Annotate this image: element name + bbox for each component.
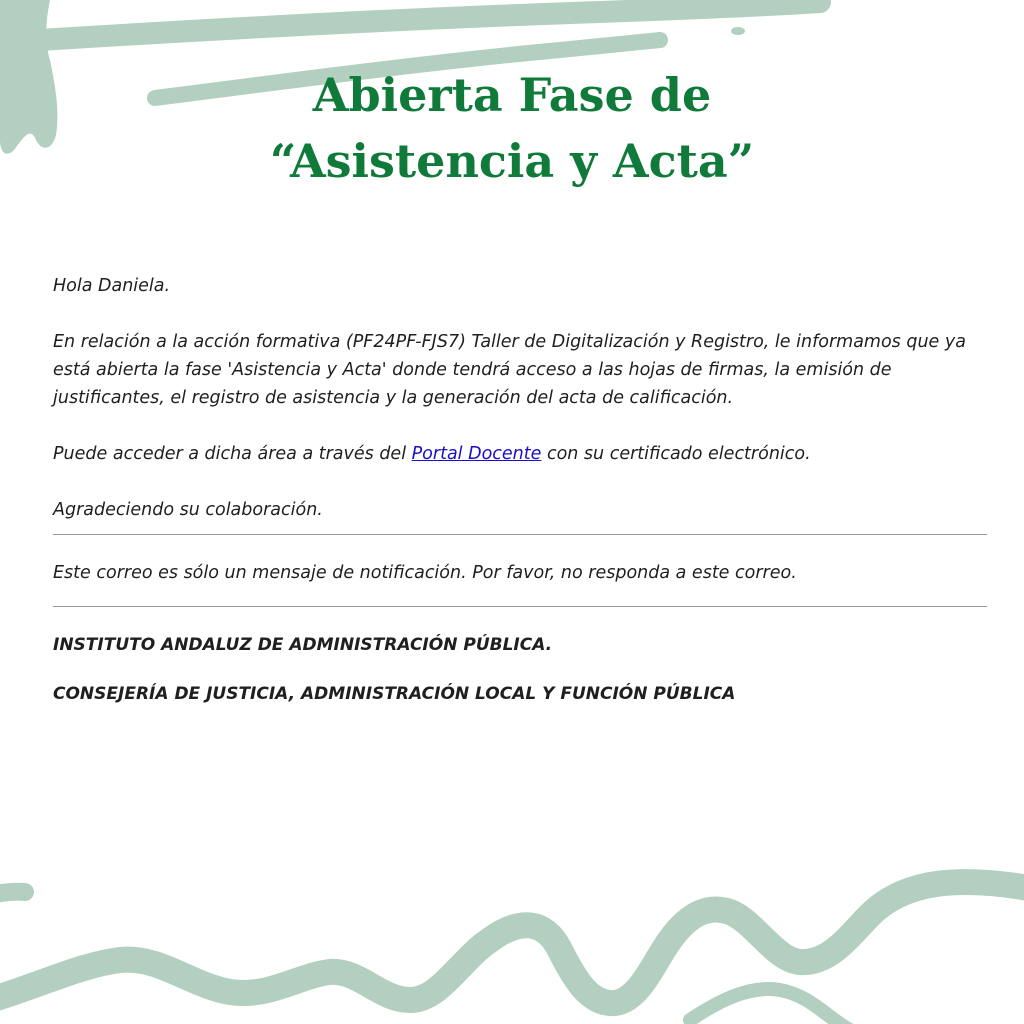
access-paragraph [53, 440, 987, 468]
course-info-paragraph: En relación a la acción formativa (PF24PF-FJS7) Taller de Digitalización y Registro, le informamos que ya está abierta la fase 'Asistencia y Acta' donde tendrá acceso a las hojas de firmas, la emisión de justificantes, el registro de asistencia y la generación del acta de calificación. [53, 332, 966, 408]
greeting-text: Hola Daniela. [53, 276, 171, 296]
org-name-department: CONSEJERÍA DE JUSTICIA, ADMINISTRACIÓN LOCAL Y FUNCIÓN PÚBLICA [53, 684, 736, 704]
bottom-wave-stroke [0, 882, 1024, 1003]
page-title [0, 62, 1024, 194]
portal-docente-link[interactable]: Portal Docente [411, 444, 542, 464]
title-line-1: Abierta Fase de [312, 68, 712, 122]
org-name-institute: INSTITUTO ANDALUZ DE ADMINISTRACIÓN PÚBLICA. [53, 635, 553, 655]
bottom-wave-stroke-2 [690, 989, 850, 1024]
bottom-left-stroke [0, 892, 25, 895]
top-brush-stroke [40, 2, 820, 40]
title-line-2: “Asistencia y Acta” [269, 134, 755, 188]
thanks-text: Agradeciendo su colaboración. [53, 500, 323, 520]
access-text-before: Puede acceder a dicha área a través del [53, 444, 412, 464]
top-paint-dot [731, 27, 745, 35]
divider-bottom [53, 606, 987, 607]
divider-top [53, 534, 987, 535]
access-text-after: con su certificado electrónico. [541, 444, 811, 464]
no-reply-notice: Este correo es sólo un mensaje de notificación. Por favor, no responda a este correo. [53, 563, 797, 583]
message-body [53, 272, 987, 552]
